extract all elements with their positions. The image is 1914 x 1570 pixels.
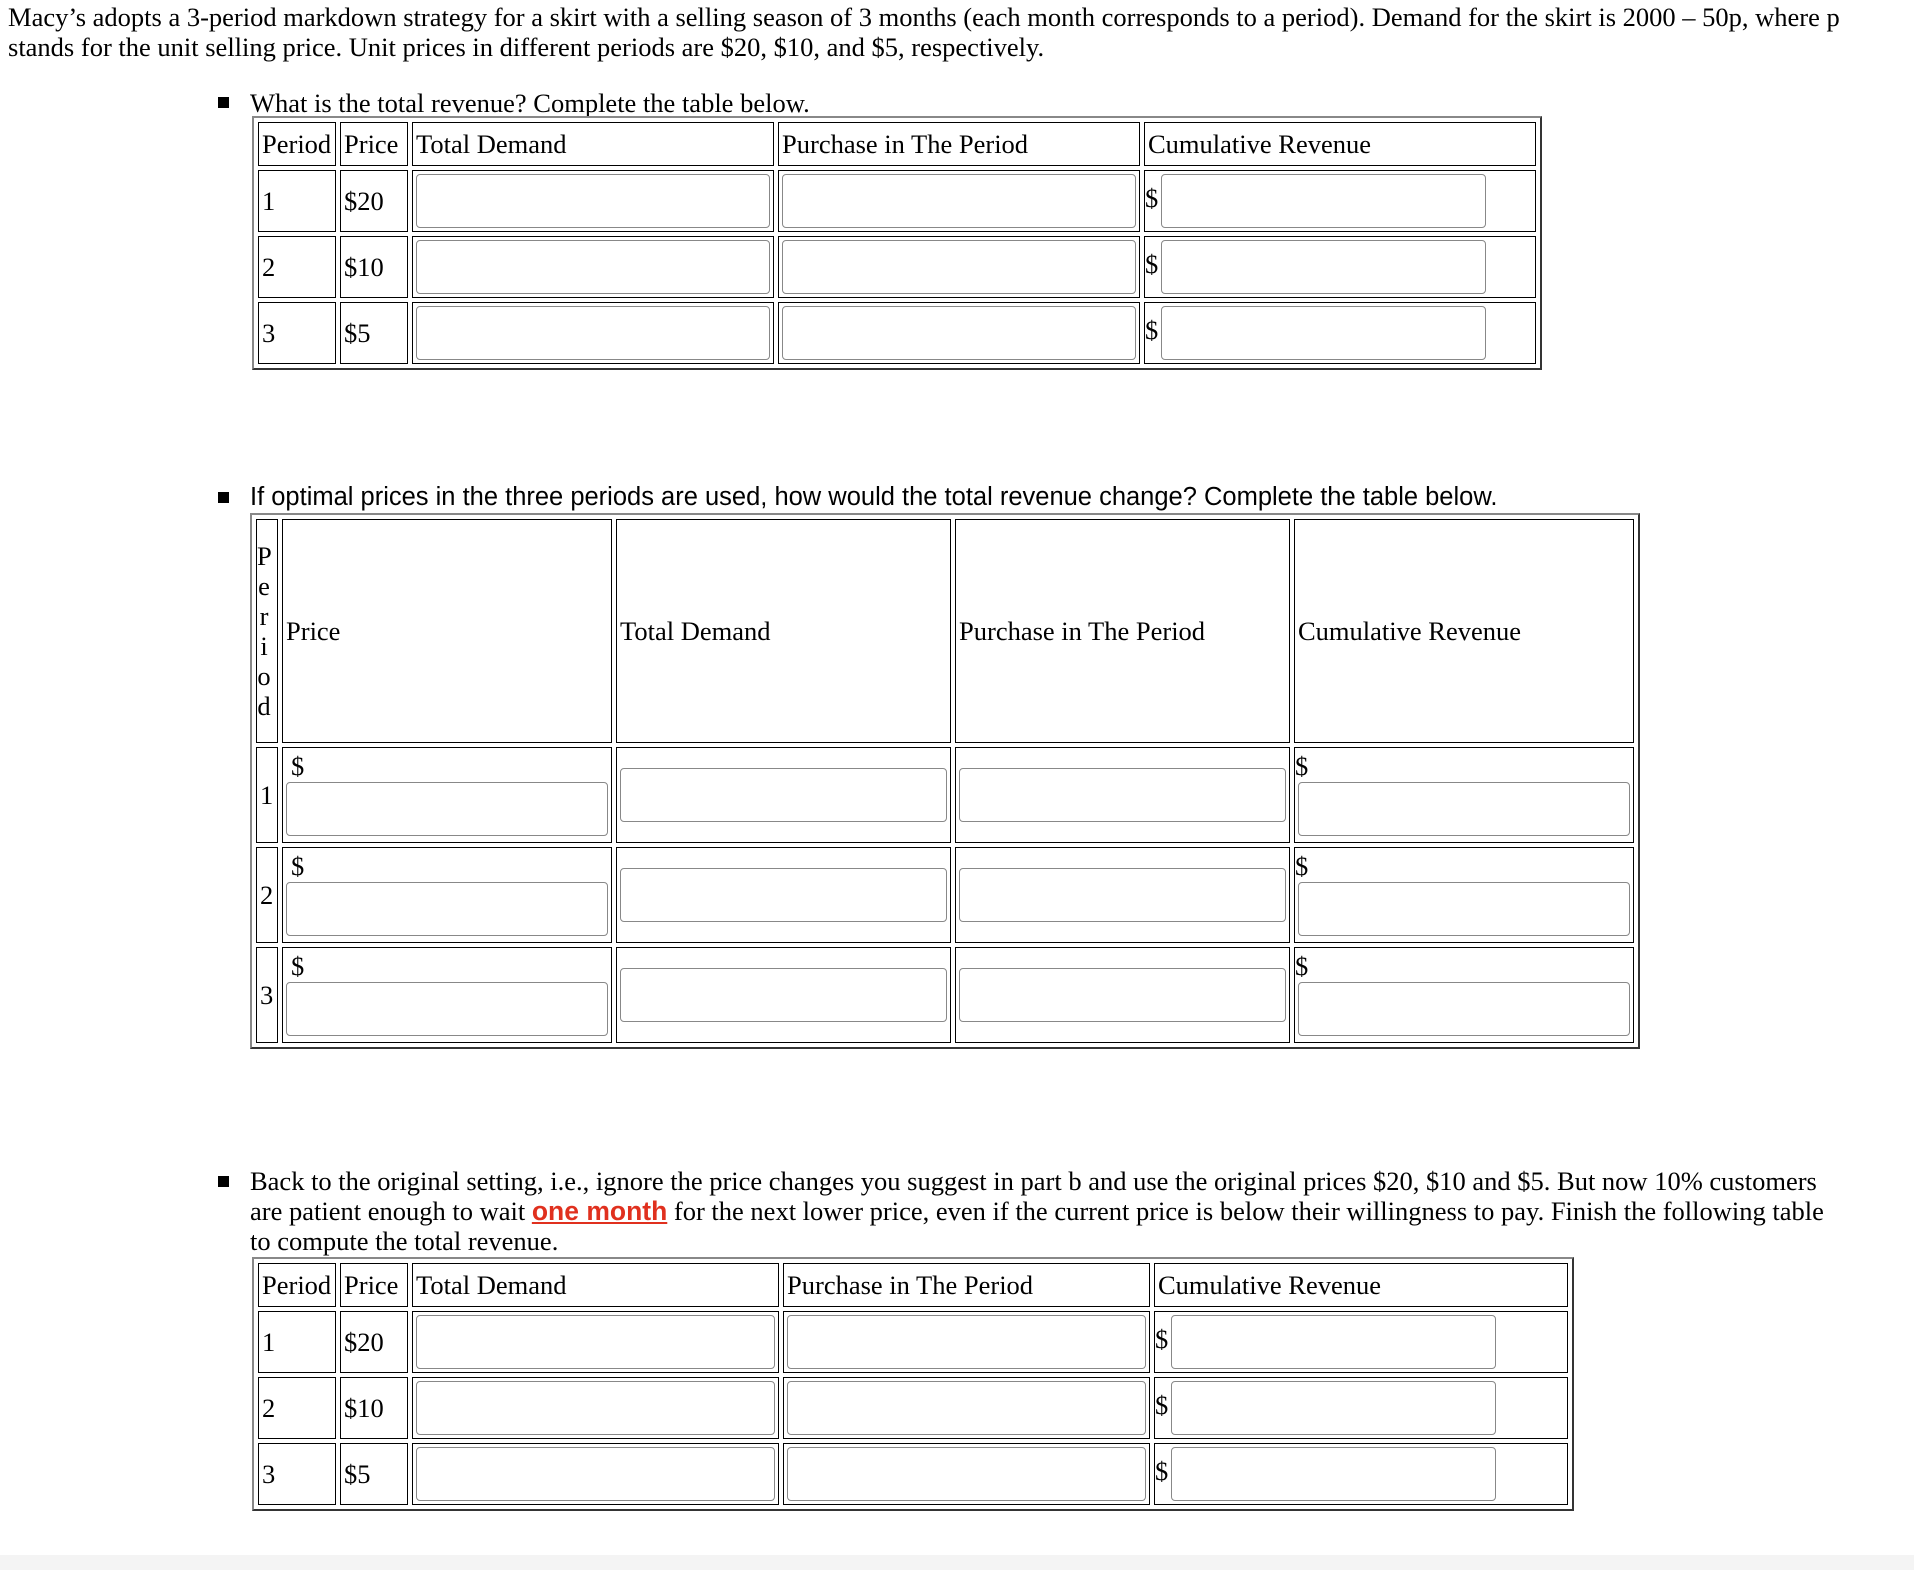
q1-period-cell: 3 bbox=[258, 302, 336, 364]
q3-total-demand-input[interactable] bbox=[416, 1315, 775, 1369]
q1-total-demand-input[interactable] bbox=[416, 306, 770, 360]
q2-text: If optimal prices in the three periods are used, how would the total revenue change? Complete the table below. bbox=[250, 483, 1498, 511]
q3-total-demand-input[interactable] bbox=[416, 1381, 775, 1435]
currency-label: $ bbox=[1295, 851, 1309, 881]
currency-label: $ bbox=[291, 751, 305, 781]
q2-purchase-input[interactable] bbox=[959, 768, 1286, 822]
q3-header-price: Price bbox=[340, 1263, 408, 1307]
q1-cumulative-revenue-input[interactable] bbox=[1161, 240, 1486, 294]
q3-period-cell: 1 bbox=[258, 1311, 336, 1373]
q3-purchase-input[interactable] bbox=[787, 1381, 1146, 1435]
q3-cumulative-revenue-input[interactable] bbox=[1171, 1315, 1496, 1369]
q3-total-demand-input[interactable] bbox=[416, 1447, 775, 1501]
q3-purchase-input[interactable] bbox=[787, 1315, 1146, 1369]
q1-total-demand-input[interactable] bbox=[416, 240, 770, 294]
q1-cumulative-revenue-input[interactable] bbox=[1161, 306, 1486, 360]
q1-total-demand-input[interactable] bbox=[416, 174, 770, 228]
q3-highlight: one month bbox=[531, 1196, 668, 1226]
q1-header-period: Period bbox=[258, 122, 336, 166]
q2-header-purchase: Purchase in The Period bbox=[955, 519, 1290, 743]
q2-header-price: Price bbox=[282, 519, 612, 743]
q3-header-cumulative-revenue: Cumulative Revenue bbox=[1154, 1263, 1568, 1307]
page-bottom-strip bbox=[0, 1555, 1914, 1570]
q3-purchase-input[interactable] bbox=[787, 1447, 1146, 1501]
q1-purchase-input[interactable] bbox=[782, 174, 1136, 228]
currency-label: $ bbox=[1145, 249, 1159, 280]
q3-header-period: Period bbox=[258, 1263, 336, 1307]
currency-label: $ bbox=[1155, 1390, 1169, 1421]
q2-purchase-input[interactable] bbox=[959, 968, 1286, 1022]
q1-cumulative-revenue-input[interactable] bbox=[1161, 174, 1486, 228]
q3-period-cell: 3 bbox=[258, 1443, 336, 1505]
q2-price-input[interactable] bbox=[286, 782, 608, 836]
currency-label: $ bbox=[1295, 751, 1309, 781]
q2-table bbox=[250, 513, 1640, 1049]
q1-period-cell: 2 bbox=[258, 236, 336, 298]
q1-header-price: Price bbox=[340, 122, 408, 166]
q1-purchase-input[interactable] bbox=[782, 240, 1136, 294]
intro-paragraph: Macy’s adopts a 3-period markdown strategy for a skirt with a selling season of 3 months (each month corresponds to a period). Demand for the skirt is 2000 – 50p, where p stands for the unit selling price. Unit prices in different periods are $20, $10, and $5, respectively. bbox=[8, 2, 1840, 62]
q3-price-cell: $5 bbox=[340, 1443, 408, 1505]
q3-header-total-demand: Total Demand bbox=[412, 1263, 779, 1307]
q2-period-cell: 3 bbox=[256, 947, 278, 1043]
bullet-icon bbox=[218, 97, 238, 108]
q2-price-input[interactable] bbox=[286, 882, 608, 936]
q3-price-cell: $20 bbox=[340, 1311, 408, 1373]
q3-price-cell: $10 bbox=[340, 1377, 408, 1439]
q2-purchase-input[interactable] bbox=[959, 868, 1286, 922]
q3-cumulative-revenue-input[interactable] bbox=[1171, 1381, 1496, 1435]
q1-price-cell: $10 bbox=[340, 236, 408, 298]
currency-label: $ bbox=[291, 851, 305, 881]
q1-price-cell: $20 bbox=[340, 170, 408, 232]
q3-header-purchase: Purchase in The Period bbox=[783, 1263, 1150, 1307]
q2-cumulative-revenue-input[interactable] bbox=[1298, 982, 1630, 1036]
q1-header-cumulative-revenue: Cumulative Revenue bbox=[1144, 122, 1536, 166]
q2-total-demand-input[interactable] bbox=[620, 968, 947, 1022]
q2-cumulative-revenue-input[interactable] bbox=[1298, 882, 1630, 936]
q2-cumulative-revenue-input[interactable] bbox=[1298, 782, 1630, 836]
currency-label: $ bbox=[1295, 951, 1309, 981]
q1-text: What is the total revenue? Complete the table below. bbox=[250, 88, 810, 118]
q2-total-demand-input[interactable] bbox=[620, 768, 947, 822]
currency-label: $ bbox=[1145, 183, 1159, 214]
bullet-icon bbox=[218, 492, 238, 503]
q1-header-purchase: Purchase in The Period bbox=[778, 122, 1140, 166]
currency-label: $ bbox=[1155, 1324, 1169, 1355]
q2-period-cell: 2 bbox=[256, 847, 278, 943]
q3-period-cell: 2 bbox=[258, 1377, 336, 1439]
q1-period-cell: 1 bbox=[258, 170, 336, 232]
q1-price-cell: $5 bbox=[340, 302, 408, 364]
q1-purchase-input[interactable] bbox=[782, 306, 1136, 360]
q1-header-total-demand: Total Demand bbox=[412, 122, 774, 166]
currency-label: $ bbox=[291, 951, 305, 981]
currency-label: $ bbox=[1155, 1456, 1169, 1487]
q2-header-cumulative-revenue: Cumulative Revenue bbox=[1294, 519, 1634, 743]
q2-price-input[interactable] bbox=[286, 982, 608, 1036]
q2-period-cell: 1 bbox=[256, 747, 278, 843]
q3-text: Back to the original setting, i.e., ignore the price changes you suggest in part b and use the original prices $20, $10 and $5. But now 10% customers are patient enough to wait one month for the next lower price, even if the current price is below their willingness to pay. Finish the following table to compute the total revenue. bbox=[250, 1166, 1824, 1256]
q2-header-period: Period bbox=[256, 519, 278, 743]
q3-table bbox=[252, 1257, 1574, 1511]
q1-table bbox=[252, 116, 1542, 370]
q2-header-total-demand: Total Demand bbox=[616, 519, 951, 743]
q3-cumulative-revenue-input[interactable] bbox=[1171, 1447, 1496, 1501]
q2-total-demand-input[interactable] bbox=[620, 868, 947, 922]
currency-label: $ bbox=[1145, 315, 1159, 346]
bullet-icon bbox=[218, 1176, 238, 1187]
